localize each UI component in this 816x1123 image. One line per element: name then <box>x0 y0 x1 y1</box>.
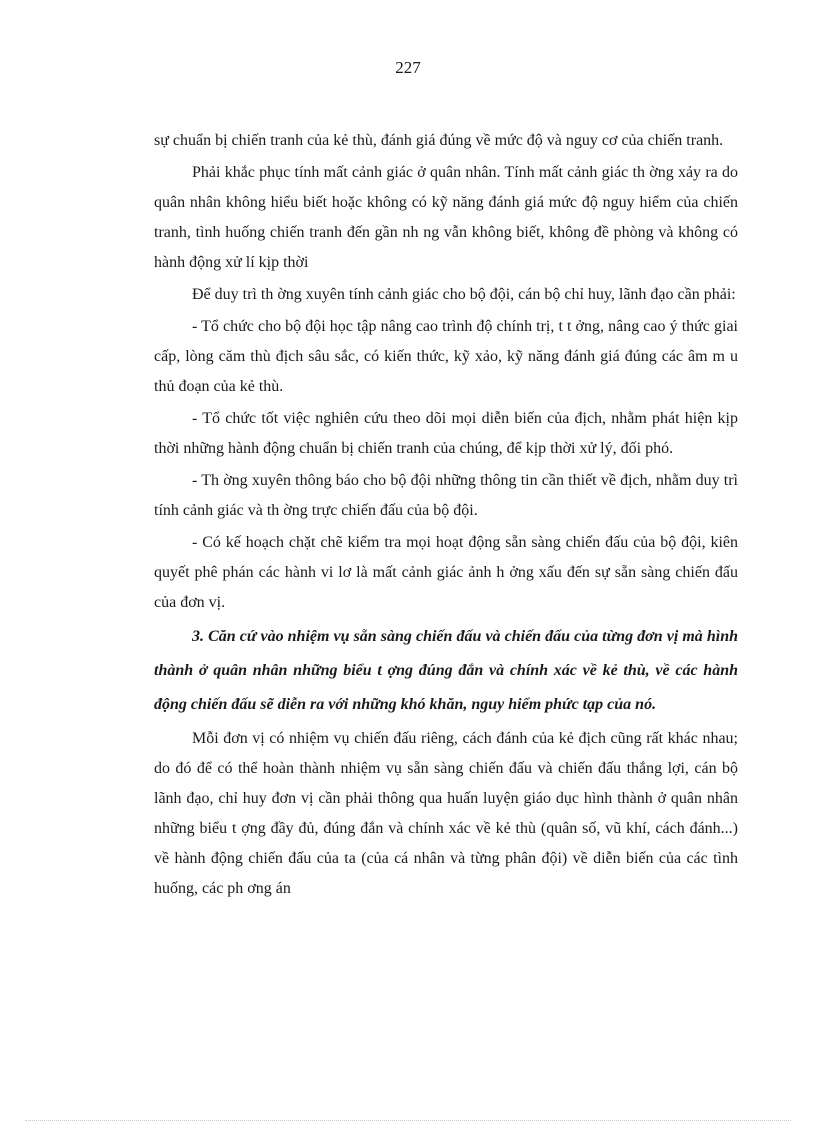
list-item-information: - Th ờng xuyên thông báo cho bộ đội những thông tin cần thiết về địch, nhằm duy trì tính cảnh giác và th ờng trực chiến đấu của bộ đội. <box>154 472 738 519</box>
paragraph-requirements-intro: Để duy trì th ờng xuyên tính cảnh giác cho bộ đội, cán bộ chỉ huy, lãnh đạo cần phải: <box>192 286 736 303</box>
footer-divider <box>25 1120 791 1121</box>
list-item-enemy-research: - Tổ chức tốt việc nghiên cứu theo dõi mọi diễn biến của địch, nhằm phát hiện kịp thời những hành động chuẩn bị chiến tranh của chúng, để kịp thời xử lý, đối phó. <box>154 410 738 457</box>
section-heading: 3. Căn cứ vào nhiệm vụ sẵn sàng chiến đấu và chiến đấu của từng đơn vị mà hình thành ở quân nhân những biểu t ợng đúng đắn và chính xác về kẻ thù, về các hành động chiến đấu sẽ diễn ra với những khó khăn, nguy hiểm phức tạp của nó. <box>154 628 738 713</box>
paragraph-vigilance: Phải khắc phục tính mất cảnh giác ở quân nhân. Tính mất cảnh giác th ờng xảy ra do quân nhân không hiểu biết hoặc không có kỹ năng đánh giá mức độ nguy hiểm của chiến tranh, tình huống chiến tranh đến gần nh ng vẫn không biết, không đề phòng và không có hành động xử lí kịp thời <box>154 164 738 271</box>
page-number: 227 <box>395 58 421 77</box>
document-body <box>154 126 738 904</box>
list-item-inspection: - Có kế hoạch chặt chẽ kiểm tra mọi hoạt động sẵn sàng chiến đấu của bộ đội, kiên quyết phê phán các hành vi lơ là mất cảnh giác ảnh h ởng xấu đến sự sẵn sàng chiến đấu của đơn vị. <box>154 534 738 611</box>
paragraph-unit-mission: Mỗi đơn vị có nhiệm vụ chiến đấu riêng, cách đánh của kẻ địch cũng rất khác nhau; do đó để có thể hoàn thành nhiệm vụ sẵn sàng chiến đấu và chiến đấu thắng lợi, cán bộ lãnh đạo, chỉ huy đơn vị cần phải thông qua huấn luyện giáo dục hình thành ở quân nhân những biểu t ợng đầy đủ, đúng đắn và chính xác về kẻ thù (quân số, vũ khí, cách đánh...) về hành động chiến đấu của ta (của cá nhân và từng phân đội) về diễn biến của các tình huống, các ph ơng án <box>154 730 738 897</box>
paragraph-continuation: sự chuẩn bị chiến tranh của kẻ thù, đánh giá đúng về mức độ và nguy cơ của chiến tranh. <box>154 132 724 149</box>
list-item-political-training: - Tổ chức cho bộ đội học tập nâng cao trình độ chính trị, t t ởng, nâng cao ý thức giai cấp, lòng căm thù địch sâu sắc, có kiến thức, kỹ xảo, kỹ năng đánh giá đúng các âm m u thủ đoạn của kẻ thù. <box>154 318 738 395</box>
